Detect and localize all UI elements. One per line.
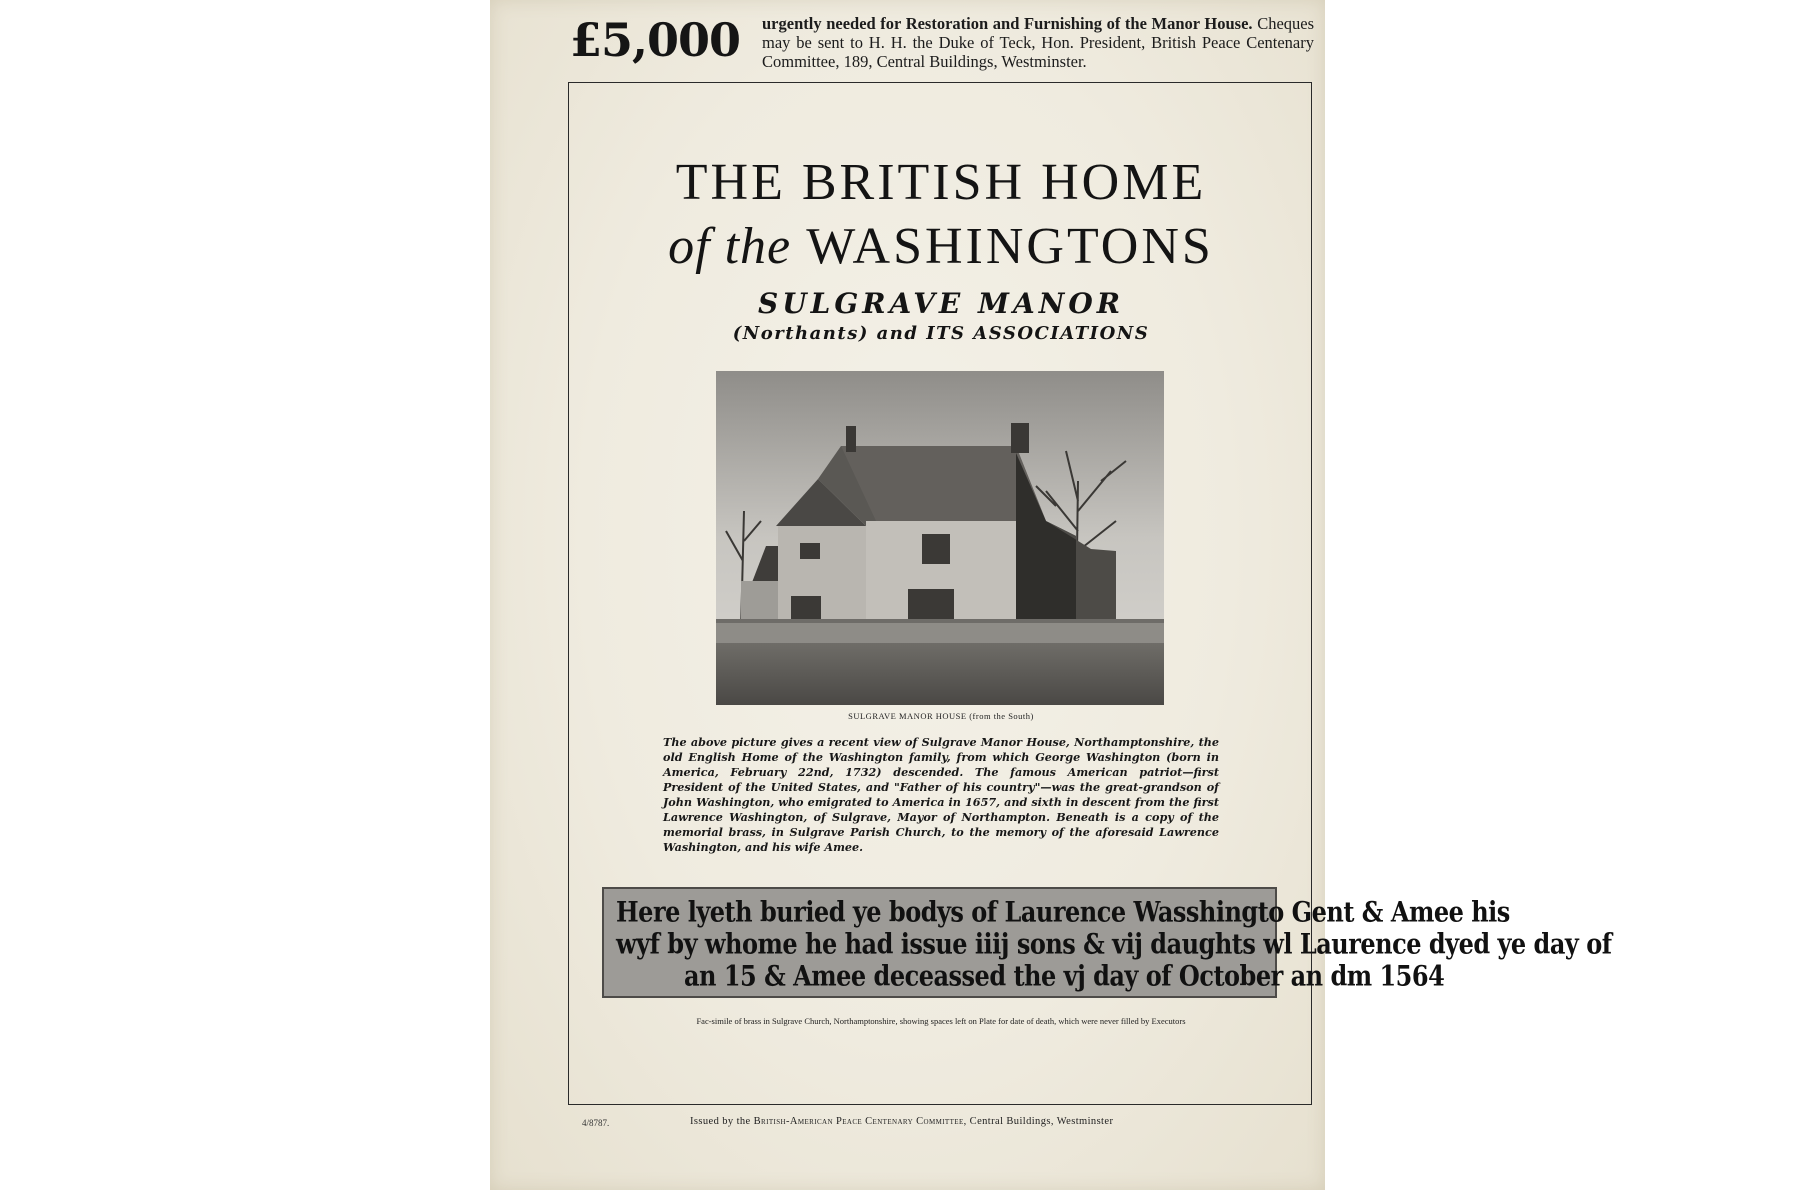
manor-house-photo — [716, 371, 1164, 705]
description-paragraph: The above picture gives a recent view of Sulgrave Manor House, Northamptonshire, the old English Home of the Washington family, from which George Washington (born in America, February 22nd, 1732) descended. The famous American patriot—first President of the United States, and "Father of his country"—was the great-grandson of John Washington, who emigrated to America in 1657, and sixth in descent from the first Lawrence Washington, of Sulgrave, Mayor of Northampton. Beneath is a copy of the memorial brass, in Sulgrave Parish Church, to the memory of the aforesaid Lawrence Washington, and his wife Amee. — [663, 735, 1219, 854]
leaflet-sheet — [490, 0, 1612, 1190]
subtitle-sulgrave-manor: SULGRAVE MANOR — [758, 287, 1124, 320]
bordered-panel — [568, 82, 1612, 1105]
issued-committee: British-American Peace Centenary Committee — [753, 1116, 964, 1127]
main-title-washingtons: WASHINGTONS — [806, 218, 1214, 275]
subtitle-associations: (Northants) and ITS ASSOCIATIONS — [732, 323, 1150, 344]
memorial-brass-facsimile — [602, 887, 1612, 998]
issued-prefix: Issued by the — [690, 1116, 751, 1127]
appeal-details: Cheques may be sent to H. H. the Duke of Teck, Hon. President, British Peace Centenary Committee, 189, Central Buildings, Westminster. — [762, 14, 1315, 71]
appeal-text — [762, 14, 1314, 71]
brass-inscription-line-1: Here lyeth buried ye bodys of Laurence Wasshingto Gent & Amee his — [616, 895, 1510, 929]
brass-inscription-line-2: wyf by whome he had issue iiij sons & vij daughts wl Laurence dyed ye day of — [616, 927, 1612, 961]
brass-inscription-line-3: an 15 & Amee deceassed the vj day of October an dm 1564 — [684, 959, 1445, 993]
appeal-lead: urgently needed for Restoration and Furnishing of the Manor House. — [762, 14, 1253, 33]
photo-caption: SULGRAVE MANOR HOUSE (from the South) — [848, 711, 1034, 721]
appeal-header — [490, 0, 1325, 80]
brass-caption: Fac-simile of brass in Sulgrave Church, Northamptonshire, showing spaces left on Plate for date of death, which were never filled by Executors — [696, 1016, 1186, 1026]
main-title-italic: of the — [668, 218, 792, 275]
main-title-line-1: THE BRITISH HOME — [675, 154, 1207, 211]
print-reference-number: 4/8787. — [582, 1118, 610, 1128]
issued-suffix: , Central Buildings, Westminster — [963, 1116, 1114, 1127]
main-title-line-2 — [569, 217, 1313, 276]
appeal-amount: £5,000 — [570, 13, 741, 67]
issued-by-line — [690, 1116, 1230, 1127]
